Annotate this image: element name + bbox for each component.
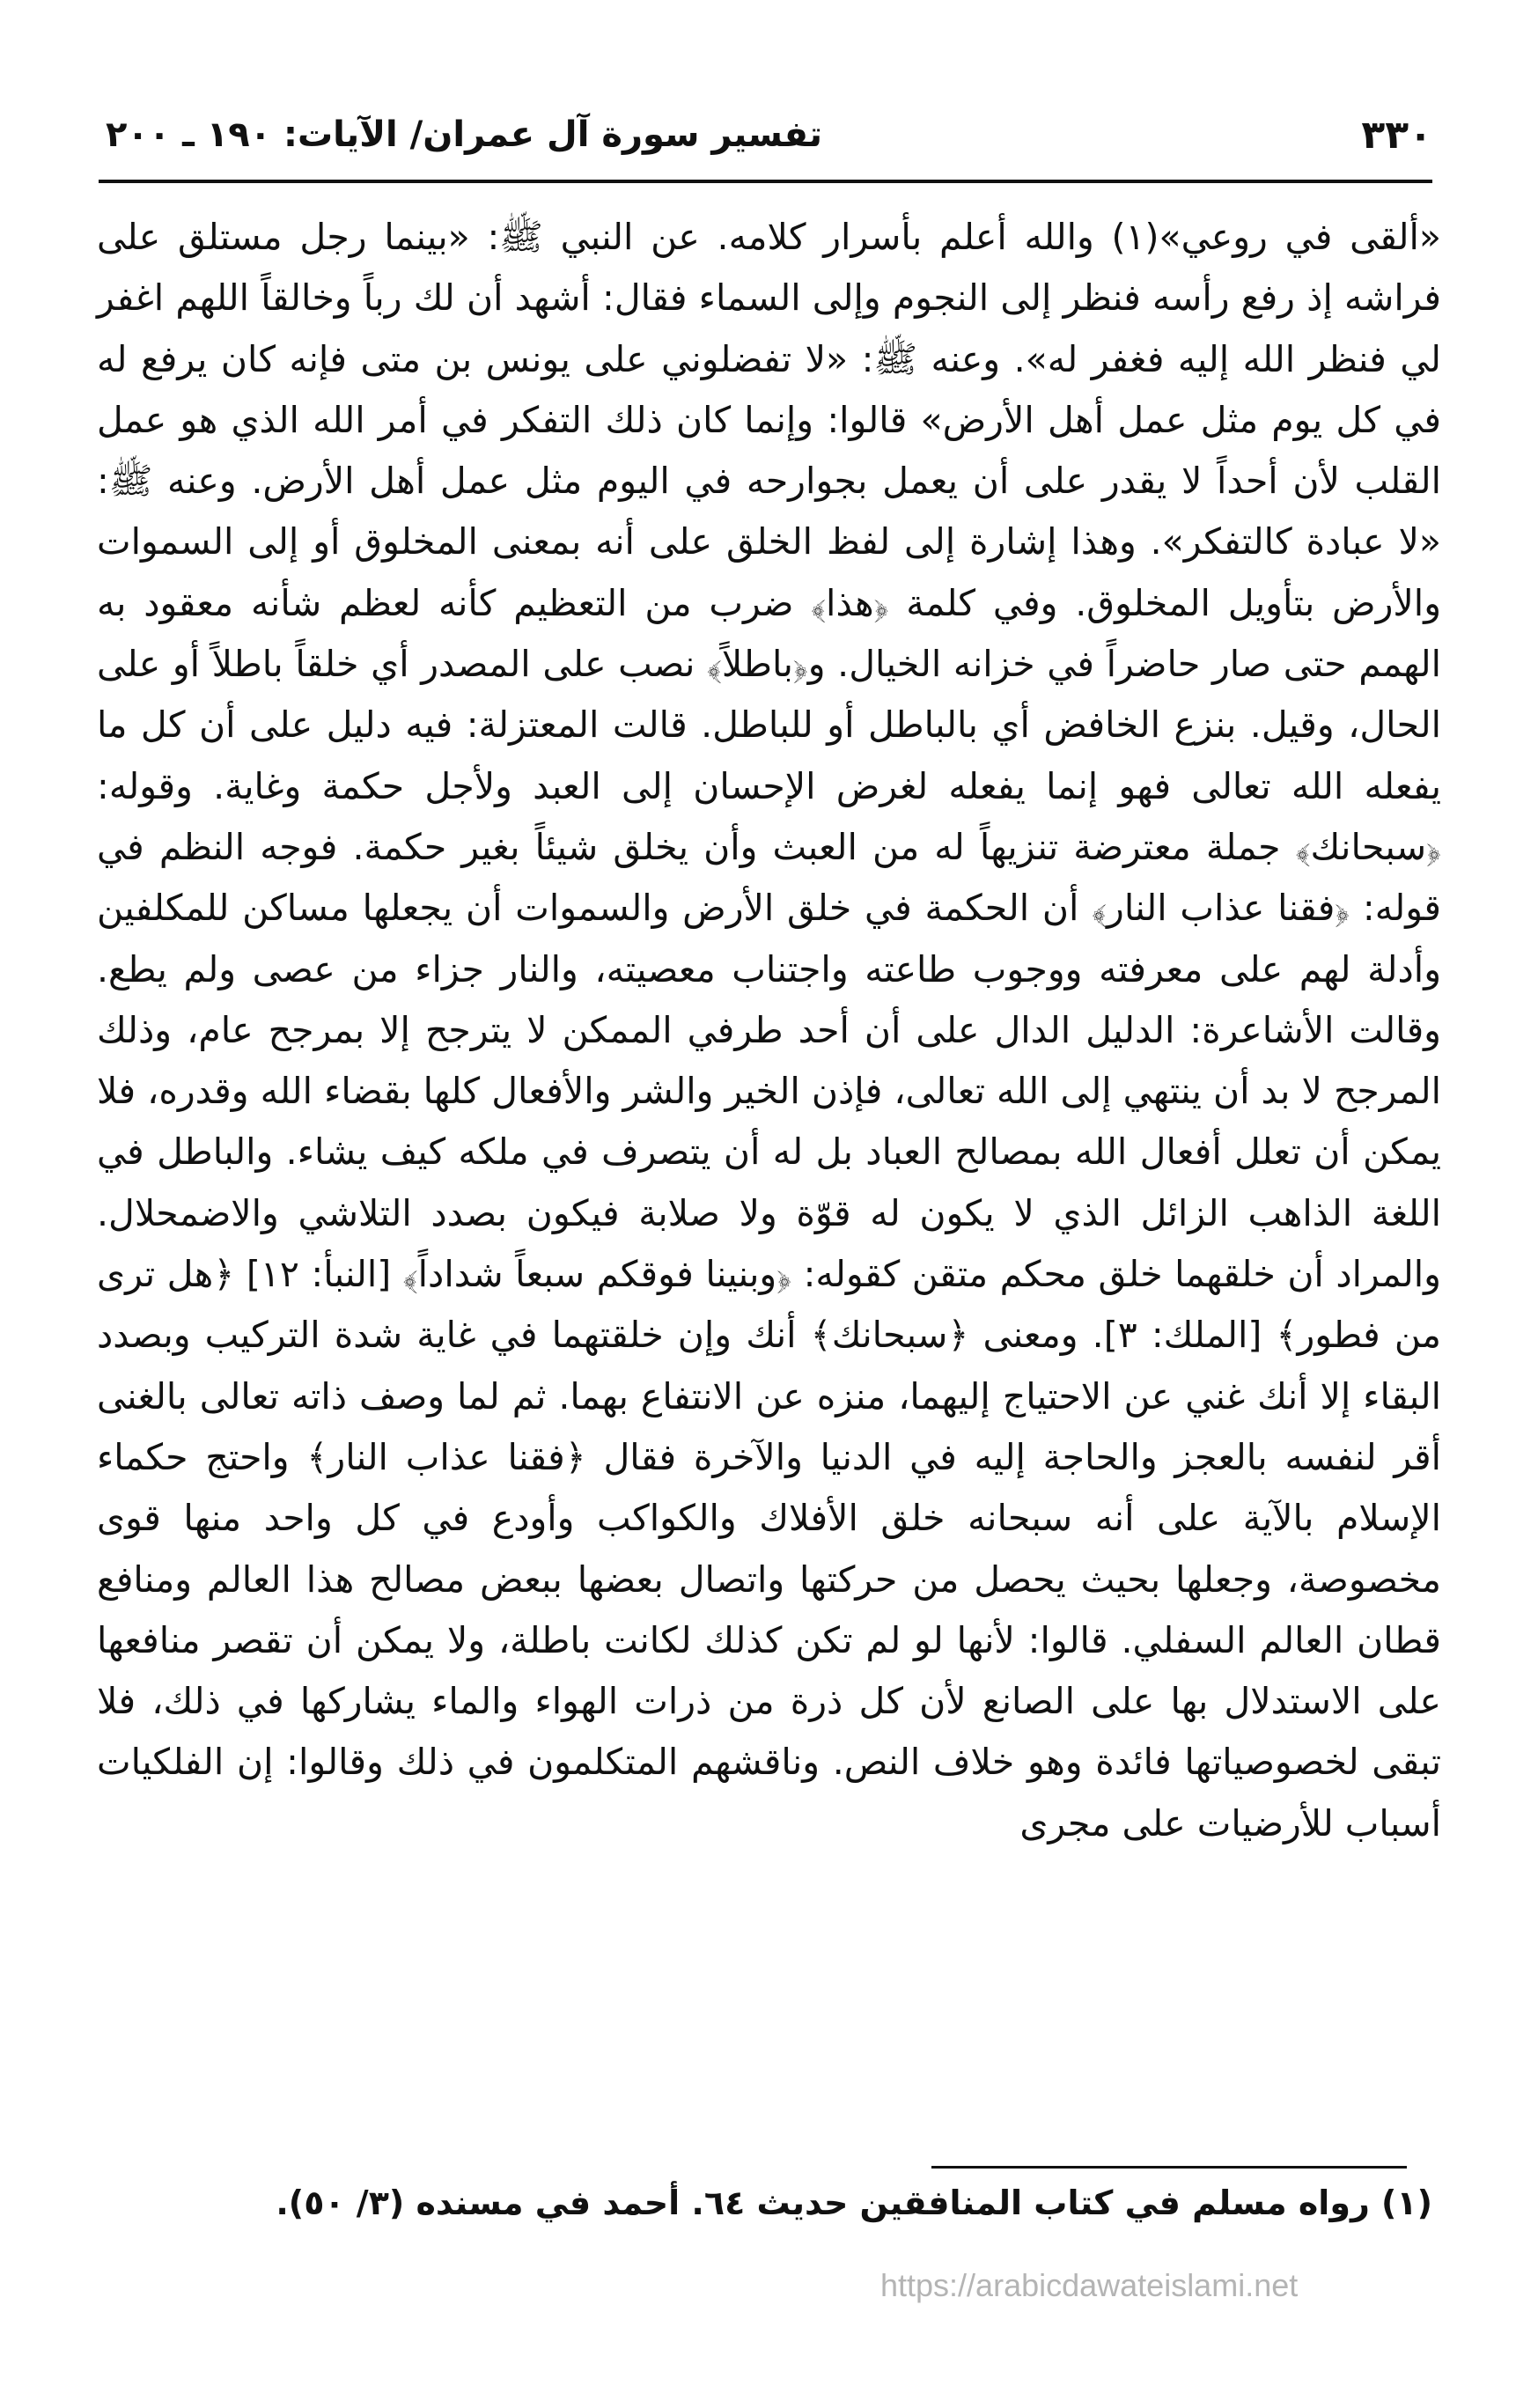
page-header xyxy=(106,106,1432,176)
running-title: تفسير سورة آل عمران/ الآيات: ١٩٠ ـ ٢٠٠ xyxy=(106,114,823,155)
footnote: (١) رواه مسلم في كتاب المنافقين حديث ٦٤. أحمد في مسنده (٣/ ٥٠). xyxy=(276,2183,1432,2222)
watermark-url: https://arabicdawateislami.net xyxy=(880,2267,1299,2303)
body-paragraph: «ألقى في روعي»(١) والله أعلم بأسرار كلامه. عن النبي ﷺ: «بينما رجل مستلق على فراشه إذ رفع رأسه فنظر إلى النجوم وإلى السماء فقال: أشهد أن لك رباً وخالقاً اللهم اغفر لي فنظر الله إليه فغفر له». وعنه ﷺ: «لا تفضلوني على يونس بن متى فإنه كان يرفع له في كل يوم مثل عمل أهل الأرض» قالوا: وإنما كان ذلك التفكر في أمر الله الذي هو عمل القلب لأن أحداً لا يقدر على أن يعمل بجوارحه في اليوم مثل عمل أهل الأرض. وعنه ﷺ: «لا عبادة كالتفكر». وهذا إشارة إلى لفظ الخلق على أنه بمعنى المخلوق أو إلى السموات والأرض بتأويل المخلوق. وفي كلمة ﴿هذا﴾ ضرب من التعظيم كأنه لعظم شأنه معقود به الهمم حتى صار حاضراً في خزانه الخيال. و﴿باطلاً﴾ نصب على المصدر أي خلقاً باطلاً أو على الحال، وقيل. بنزع الخافض أي بالباطل أو للباطل. قالت المعتزلة: فيه دليل على أن كل ما يفعله الله تعالى فهو إنما يفعله لغرض الإحسان إلى العبد ولأجل حكمة وغاية. وقوله: ﴿سبحانك﴾ جملة معترضة تنزيهاً له من العبث وأن يخلق شيئاً بغير حكمة. فوجه النظم في قوله: ﴿فقنا عذاب النار﴾ أن الحكمة في خلق الأرض والسموات أن يجعلها مساكن للمكلفين وأدلة لهم على معرفته ووجوب طاعته واجتناب معصيته، والنار جزاء من عصى ولم يطع. وقالت الأشاعرة: الدليل الدال على أن أحد طرفي الممكن لا يترجح إلا بمرجح عام، وذلك المرجح لا بد أن ينتهي إلى الله تعالى، فإذن الخير والشر والأفعال كلها بقضاء الله وقدره، فلا يمكن أن تعلل أفعال الله بمصالح العباد بل له أن يتصرف في ملكه كيف يشاء. والباطل في اللغة الذاهب الزائل الذي لا يكون له قوّة ولا صلابة فيكون بصدد التلاشي والاضمحلال. والمراد أن خلقهما خلق محكم متقن كقوله: ﴿وبنينا فوقكم سبعاً شداداً﴾ [النبأ: ١٢] ﴿هل ترى من فطور﴾ [الملك: ٣]. ومعنى ﴿سبحانك﴾ أنك وإن خلقتهما في غاية شدة التركيب وبصدد البقاء إلا أنك غني عن الاحتياج إليهما، منزه عن الانتفاع بهما. ثم لما وصف ذاته تعالى بالغنى أقر لنفسه بالعجز والحاجة إليه في الدنيا والآخرة فقال ﴿فقنا عذاب النار﴾ واحتج حكماء الإسلام بالآية على أنه سبحانه خلق الأفلاك والكواكب وأودع في كل واحد منها قوى مخصوصة، وجعلها بحيث يحصل من حركتها واتصال بعضها ببعض مصالح هذا العالم ومنافع قطان العالم السفلي. قالوا: لأنها لو لم تكن كذلك لكانت باطلة، ولا يمكن أن تقصر منافعها على الاستدلال بها على الصانع لأن كل ذرة من ذرات الهواء والماء يشاركها في ذلك، فلا تبقى لخصوصياتها فائدة وهو خلاف النص. وناقشهم المتكلمون في ذلك وقالوا: إن الفلكيات أسباب للأرضيات على مجرى xyxy=(97,216,1441,1845)
page-number: ٣٣٠ xyxy=(1361,113,1432,158)
footnote-divider xyxy=(931,2166,1407,2169)
main-text xyxy=(97,207,1441,1854)
header-divider xyxy=(99,180,1432,183)
